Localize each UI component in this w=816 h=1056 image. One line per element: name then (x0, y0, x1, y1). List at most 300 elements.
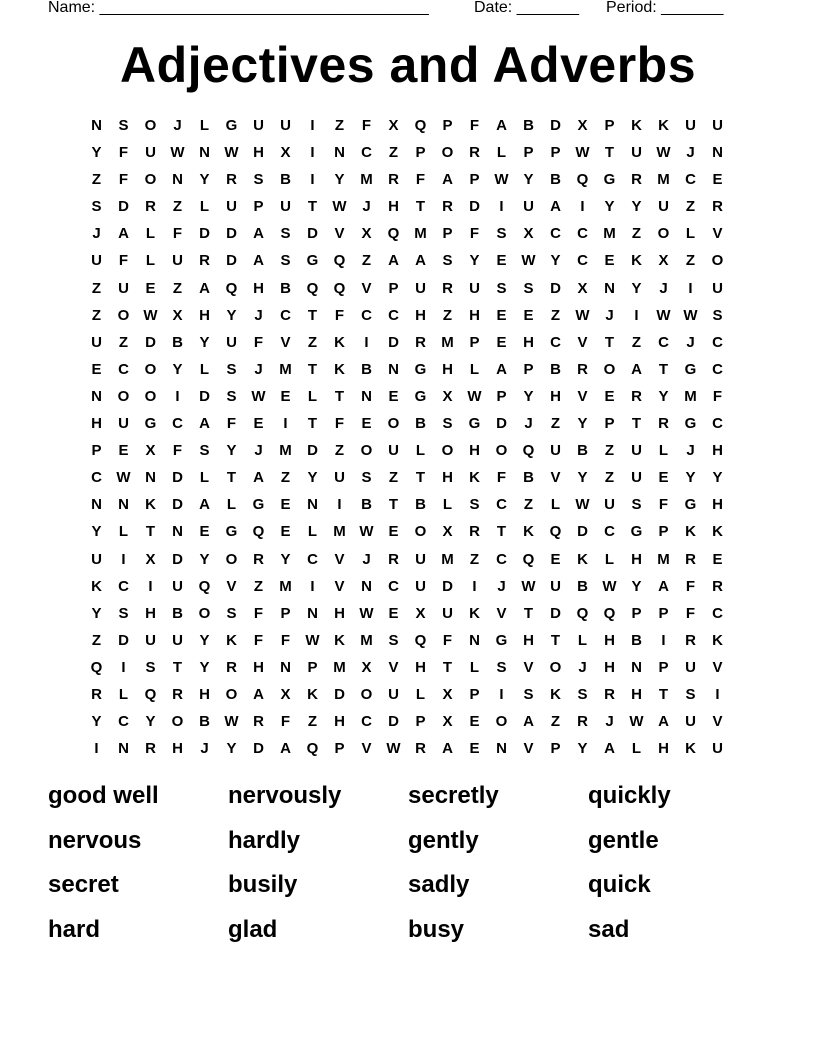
grid-letter: A (631, 360, 642, 378)
grid-letter: V (496, 604, 507, 622)
word-bank-item: busy (408, 915, 465, 943)
grid-letter: T (442, 658, 453, 676)
grid-letter: U (550, 442, 561, 460)
grid-letter: P (469, 171, 480, 189)
grid-letter: R (199, 252, 210, 270)
grid-letter: R (631, 387, 642, 405)
grid-letter: G (603, 171, 616, 189)
grid-letter: C (550, 225, 561, 243)
grid-letter: C (118, 713, 129, 731)
grid-letter: U (91, 550, 102, 568)
grid-letter: E (712, 550, 723, 568)
grid-letter: U (172, 631, 183, 649)
grid-letter: T (658, 685, 669, 703)
grid-letter: Y (523, 387, 534, 405)
grid-letter: X (442, 685, 453, 703)
grid-letter: O (225, 685, 238, 703)
grid-letter: O (198, 604, 211, 622)
grid-letter: R (631, 171, 642, 189)
grid-letter: J (605, 713, 614, 731)
grid-letter: Y (226, 442, 237, 460)
grid-letter: R (388, 171, 399, 189)
grid-letter: T (307, 306, 318, 324)
grid-letter: I (148, 577, 153, 595)
grid-letter: P (307, 658, 318, 676)
grid-letter: L (199, 469, 210, 487)
grid-letter: Q (333, 279, 346, 297)
grid-letter: S (496, 225, 507, 243)
grid-letter: D (469, 198, 480, 216)
grid-letter: R (469, 523, 480, 541)
grid-letter: U (631, 469, 642, 487)
grid-letter: S (118, 117, 129, 134)
grid-letter: K (334, 360, 345, 378)
grid-letter: H (415, 658, 426, 676)
grid-letter: U (388, 685, 399, 703)
grid-letter: W (629, 713, 644, 731)
grid-letter: E (145, 279, 156, 297)
grid-letter: F (118, 252, 129, 270)
grid-letter: N (388, 360, 399, 378)
grid-letter: X (523, 225, 534, 243)
grid-letter: M (279, 442, 292, 460)
grid-letter: K (550, 685, 561, 703)
grid-letter: U (280, 117, 291, 134)
grid-letter: O (225, 550, 238, 568)
grid-letter: F (361, 117, 372, 134)
grid-letter: S (577, 685, 588, 703)
grid-letter: R (388, 550, 399, 568)
grid-letter: J (362, 198, 371, 216)
grid-letter: V (361, 279, 372, 297)
grid-letter: Y (145, 713, 156, 731)
grid-letter: U (523, 198, 534, 216)
grid-letter: O (360, 442, 373, 460)
grid-letter: Y (469, 252, 480, 270)
grid-letter: M (441, 333, 454, 351)
grid-letter: G (684, 360, 697, 378)
grid-letter: T (604, 144, 615, 162)
grid-letter: P (658, 523, 669, 541)
grid-letter: K (685, 523, 696, 541)
grid-letter: S (523, 279, 534, 297)
grid-letter: W (116, 469, 131, 487)
grid-letter: V (712, 658, 723, 676)
grid-letter: H (334, 713, 345, 731)
grid-letter: V (523, 658, 534, 676)
grid-letter: D (550, 117, 561, 134)
grid-letter: W (305, 631, 320, 649)
grid-letter: N (361, 387, 372, 405)
grid-letter: V (280, 333, 291, 351)
grid-letter: Z (469, 550, 480, 568)
grid-letter: D (307, 442, 318, 460)
grid-letter: T (658, 360, 669, 378)
grid-letter: Z (118, 333, 129, 351)
grid-letter: T (604, 333, 615, 351)
grid-letter: Y (685, 469, 696, 487)
grid-letter: V (334, 550, 345, 568)
student-info-header (0, 0, 816, 20)
grid-letter: K (577, 550, 588, 568)
grid-letter: N (118, 496, 129, 514)
grid-letter: H (253, 279, 264, 297)
grid-letter: H (712, 442, 723, 460)
grid-letter: D (118, 631, 129, 649)
grid-letter: Y (199, 171, 210, 189)
grid-letter: Y (199, 333, 210, 351)
grid-letter: Z (388, 144, 399, 162)
grid-letter: M (603, 225, 616, 243)
grid-letter: R (253, 713, 264, 731)
grid-letter: U (172, 252, 183, 270)
word-bank-item: gentle (588, 826, 659, 854)
grid-letter: A (415, 252, 426, 270)
grid-letter: C (388, 577, 399, 595)
grid-letter: E (658, 469, 669, 487)
grid-letter: A (280, 740, 291, 758)
grid-letter: H (145, 604, 156, 622)
grid-letter: A (442, 740, 453, 758)
grid-letter: I (364, 333, 369, 351)
grid-letter: U (91, 252, 102, 270)
grid-letter: G (495, 631, 508, 649)
grid-letter: E (469, 740, 480, 758)
grid-letter: L (226, 496, 237, 514)
grid-letter: O (144, 117, 157, 134)
grid-letter: E (496, 333, 507, 351)
grid-letter: O (144, 387, 157, 405)
grid-letter: H (253, 658, 264, 676)
grid-letter: X (280, 685, 291, 703)
grid-letter: R (685, 550, 696, 568)
grid-letter: D (145, 333, 156, 351)
grid-letter: S (442, 415, 453, 433)
grid-letter: S (199, 442, 210, 460)
grid-letter: V (577, 333, 588, 351)
word-bank (48, 778, 788, 956)
grid-letter: L (442, 496, 453, 514)
grid-letter: W (224, 144, 239, 162)
word-bank-item: sad (588, 915, 630, 943)
grid-letter: L (685, 225, 696, 243)
grid-letter: F (658, 496, 669, 514)
grid-letter: L (496, 144, 507, 162)
grid-letter: F (334, 306, 345, 324)
grid-letter: D (172, 496, 183, 514)
grid-letter: T (415, 469, 426, 487)
grid-letter: N (172, 523, 183, 541)
grid-letter: A (550, 198, 561, 216)
grid-letter: H (604, 631, 615, 649)
grid-letter: O (117, 306, 130, 324)
word-bank-item: busily (228, 871, 298, 898)
grid-letter: Q (333, 252, 346, 270)
grid-letter: W (575, 306, 590, 324)
grid-letter: J (578, 658, 587, 676)
grid-letter: U (712, 117, 723, 134)
grid-letter: Q (225, 279, 238, 297)
grid-letter: C (118, 360, 129, 378)
grid-letter: Z (631, 333, 642, 351)
period-field-label: Period: _______ (606, 0, 724, 16)
grid-letter: I (121, 550, 126, 568)
grid-letter: O (117, 387, 130, 405)
grid-letter: H (658, 740, 669, 758)
grid-letter: P (496, 387, 507, 405)
grid-letter: S (496, 279, 507, 297)
grid-letter: Q (576, 171, 589, 189)
grid-letter: J (686, 144, 695, 162)
grid-letter: Z (172, 279, 183, 297)
grid-letter: I (661, 631, 666, 649)
grid-letter: S (442, 252, 453, 270)
grid-letter: R (145, 740, 156, 758)
grid-letter: E (604, 387, 615, 405)
grid-letter: L (145, 225, 156, 243)
name-field-label: Name: _____________________________________ (48, 0, 429, 16)
grid-letter: A (496, 360, 507, 378)
grid-letter: F (685, 604, 696, 622)
grid-letter: U (469, 279, 480, 297)
grid-letter: J (254, 306, 263, 324)
grid-letter: H (388, 198, 399, 216)
grid-letter: K (631, 252, 642, 270)
grid-letter: P (550, 740, 561, 758)
grid-letter: G (630, 523, 643, 541)
grid-letter: M (333, 658, 346, 676)
grid-letter: Z (523, 496, 534, 514)
grid-letter: F (685, 577, 696, 595)
grid-letter: Y (91, 523, 102, 541)
grid-letter: H (523, 631, 534, 649)
grid-letter: L (415, 442, 426, 460)
grid-letter: E (523, 306, 534, 324)
grid-letter: S (226, 387, 237, 405)
grid-letter: C (577, 252, 588, 270)
grid-letter: H (604, 658, 615, 676)
grid-letter: R (658, 415, 669, 433)
grid-letter: N (91, 387, 102, 405)
grid-letter: A (199, 496, 210, 514)
grid-letter: F (172, 442, 183, 460)
word-bank-item: sadly (408, 871, 470, 898)
grid-letter: K (712, 631, 723, 649)
letter-grid (83, 112, 731, 762)
grid-letter: N (334, 144, 345, 162)
grid-letter: Y (226, 306, 237, 324)
grid-letter: I (499, 685, 504, 703)
grid-letter: D (442, 577, 453, 595)
grid-letter: I (337, 496, 342, 514)
grid-letter: Y (280, 550, 291, 568)
grid-letter: D (307, 225, 318, 243)
grid-letter: C (388, 306, 399, 324)
grid-letter: W (521, 252, 536, 270)
grid-letter: A (523, 713, 534, 731)
grid-letter: J (659, 279, 668, 297)
grid-letter: A (604, 740, 615, 758)
grid-letter: S (253, 171, 264, 189)
grid-letter: L (469, 658, 480, 676)
grid-letter: E (388, 523, 399, 541)
grid-letter: D (172, 469, 183, 487)
grid-letter: W (359, 523, 374, 541)
grid-letter: Z (334, 117, 345, 134)
grid-letter: D (226, 252, 237, 270)
grid-letter: U (415, 550, 426, 568)
grid-letter: P (469, 685, 480, 703)
grid-letter: G (225, 523, 238, 541)
grid-letter: P (604, 117, 615, 134)
grid-letter: W (521, 577, 536, 595)
grid-letter: B (631, 631, 642, 649)
grid-letter: Z (172, 198, 183, 216)
grid-letter: K (91, 577, 102, 595)
grid-letter: R (577, 713, 588, 731)
grid-letter: Z (604, 442, 615, 460)
grid-letter: H (523, 333, 534, 351)
date-field-label: Date: _______ (474, 0, 579, 16)
grid-letter: E (496, 306, 507, 324)
grid-letter: D (388, 333, 399, 351)
grid-letter: D (253, 740, 264, 758)
grid-letter: T (523, 604, 534, 622)
grid-letter: N (91, 117, 102, 134)
word-bank-item: gently (408, 826, 479, 854)
grid-letter: Q (414, 631, 427, 649)
grid-letter: Y (577, 415, 588, 433)
word-bank-item: quick (588, 871, 651, 898)
grid-letter: R (469, 144, 480, 162)
grid-letter: Y (199, 550, 210, 568)
grid-letter: Z (361, 252, 372, 270)
grid-letter: R (712, 577, 723, 595)
grid-letter: F (280, 713, 291, 731)
grid-letter: Y (658, 387, 669, 405)
grid-letter: T (145, 523, 156, 541)
grid-letter: H (199, 306, 210, 324)
grid-letter: G (684, 496, 697, 514)
grid-letter: Q (144, 685, 157, 703)
grid-letter: U (712, 740, 723, 758)
grid-letter: R (442, 279, 453, 297)
grid-letter: W (602, 577, 617, 595)
grid-letter: V (388, 658, 399, 676)
grid-letter: Q (522, 442, 535, 460)
grid-letter: R (226, 171, 237, 189)
grid-letter: Z (91, 171, 102, 189)
grid-letter: C (577, 225, 588, 243)
grid-letter: U (631, 442, 642, 460)
grid-letter: B (172, 604, 183, 622)
grid-letter: A (658, 713, 669, 731)
grid-letter: X (442, 387, 453, 405)
grid-letter: F (469, 117, 480, 134)
grid-letter: J (686, 333, 695, 351)
grid-letter: Z (550, 713, 561, 731)
grid-letter: R (685, 631, 696, 649)
grid-letter: I (283, 415, 288, 433)
grid-letter: P (550, 144, 561, 162)
grid-letter: U (631, 144, 642, 162)
grid-letter: A (199, 415, 210, 433)
grid-letter: I (310, 144, 315, 162)
grid-letter: O (441, 144, 454, 162)
grid-letter: E (91, 360, 102, 378)
grid-letter: D (226, 225, 237, 243)
word-bank-item: nervous (48, 826, 142, 854)
grid-letter: F (442, 631, 453, 649)
grid-letter: T (415, 198, 426, 216)
grid-letter: D (550, 604, 561, 622)
grid-letter: Q (90, 658, 103, 676)
grid-letter: Y (631, 198, 642, 216)
grid-letter: V (334, 225, 345, 243)
grid-letter: J (254, 360, 263, 378)
grid-letter: C (712, 415, 723, 433)
puzzle-title: Adjectives and Adverbs (119, 37, 696, 93)
grid-letter: Q (414, 117, 427, 134)
grid-letter: Z (550, 306, 561, 324)
grid-letter: C (361, 713, 372, 731)
grid-letter: D (496, 415, 507, 433)
grid-letter: D (118, 198, 129, 216)
grid-letter: O (414, 523, 427, 541)
grid-letter: S (361, 469, 372, 487)
grid-letter: M (657, 550, 670, 568)
grid-letter: O (603, 360, 616, 378)
grid-letter: L (199, 360, 210, 378)
grid-letter: X (361, 658, 372, 676)
grid-letter: I (310, 171, 315, 189)
grid-letter: A (118, 225, 129, 243)
grid-letter: P (388, 279, 399, 297)
grid-letter: K (334, 631, 345, 649)
grid-letter: H (334, 604, 345, 622)
grid-letter: U (118, 415, 129, 433)
grid-letter: P (442, 117, 453, 134)
grid-letter: O (171, 713, 184, 731)
grid-letter: K (307, 685, 318, 703)
grid-letter: E (550, 550, 561, 568)
grid-letter: X (145, 442, 156, 460)
grid-letter: A (253, 469, 264, 487)
grid-letter: C (496, 496, 507, 514)
grid-letter: Q (306, 740, 319, 758)
grid-letter: Q (252, 523, 265, 541)
grid-letter: N (280, 658, 291, 676)
grid-letter: N (172, 171, 183, 189)
grid-letter: E (388, 604, 399, 622)
grid-letter: F (496, 469, 507, 487)
grid-letter: B (199, 713, 210, 731)
grid-letter: K (685, 740, 696, 758)
grid-letter: E (496, 252, 507, 270)
grid-letter: A (253, 225, 264, 243)
grid-letter: K (469, 604, 480, 622)
grid-letter: T (550, 631, 561, 649)
grid-letter: Z (307, 713, 318, 731)
grid-letter: J (524, 415, 533, 433)
grid-letter: M (657, 171, 670, 189)
grid-letter: S (388, 631, 399, 649)
grid-letter: C (712, 333, 723, 351)
word-bank-item: hardly (228, 826, 301, 854)
grid-letter: S (118, 604, 129, 622)
grid-letter: C (361, 306, 372, 324)
word-bank-item: good well (48, 782, 159, 809)
